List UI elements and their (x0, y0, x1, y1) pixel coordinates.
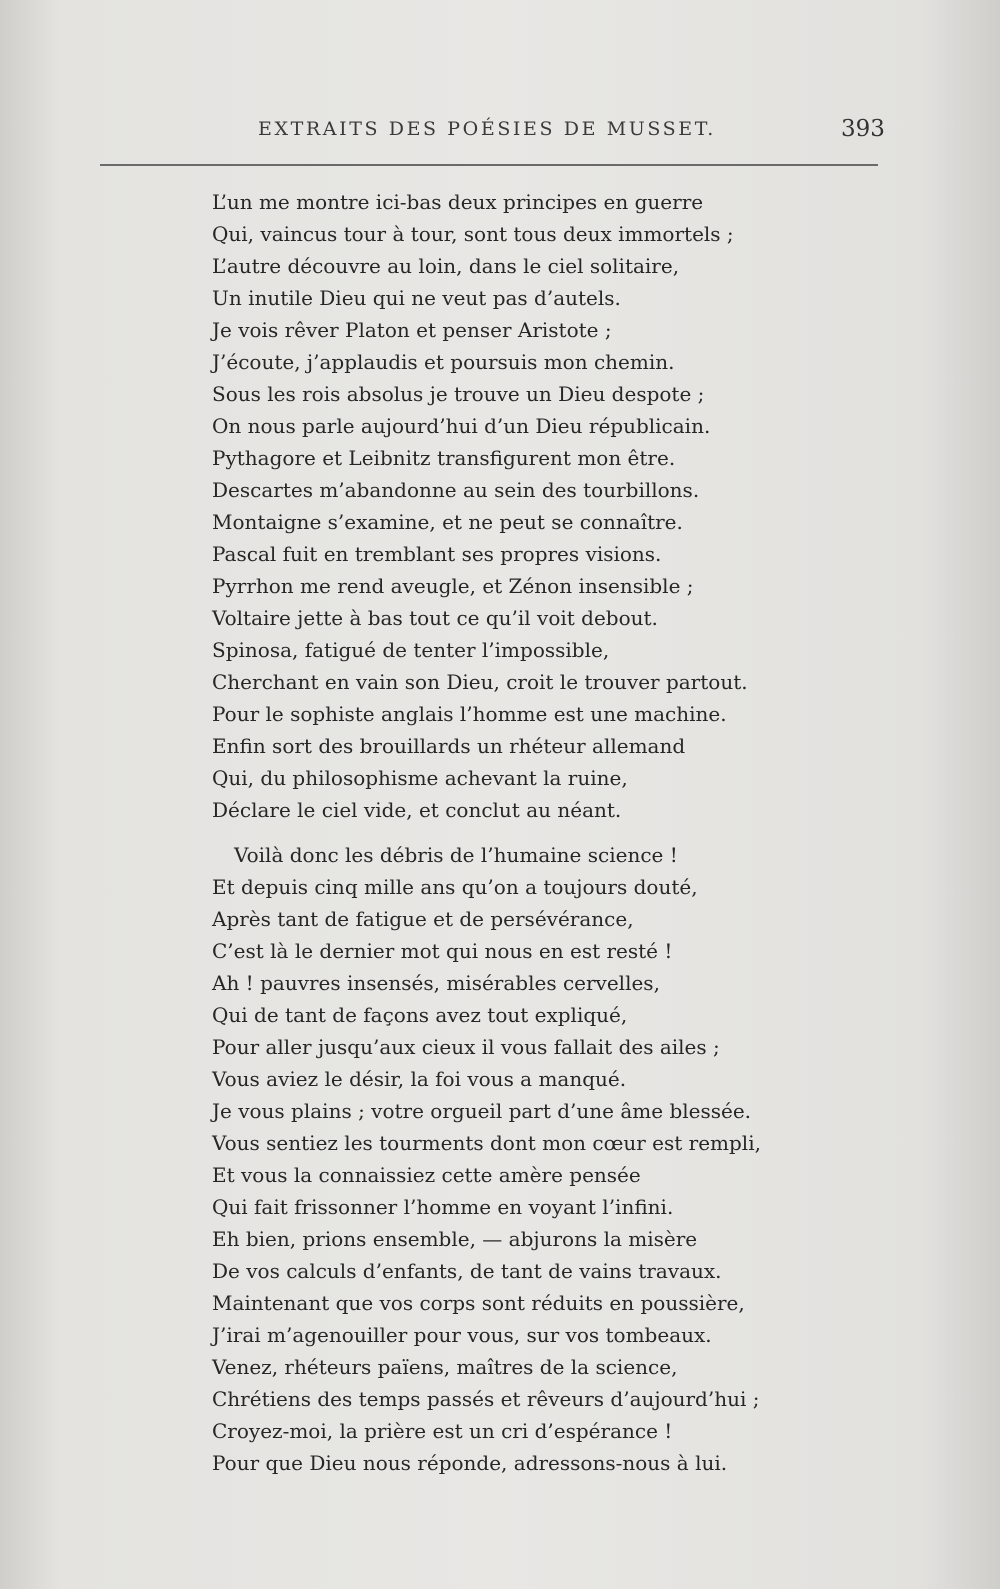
header-rule (100, 164, 878, 166)
verse-line: Montaigne s’examine, et ne peut se connaître. (212, 510, 683, 534)
verse-line: Chrétiens des temps passés et rêveurs d’aujourd’hui ; (212, 1387, 760, 1411)
verse-line: De vos calculs d’enfants, de tant de vains travaux. (212, 1259, 722, 1283)
verse-line: Ah ! pauvres insensés, misérables cervelles, (212, 971, 660, 995)
verse-line: L’un me montre ici-bas deux principes en guerre (212, 190, 704, 214)
verse-line: C’est là le dernier mot qui nous en est resté ! (212, 939, 673, 963)
verse-line: Après tant de fatigue et de persévérance, (212, 907, 634, 931)
verse-line: Eh bien, prions ensemble, — abjurons la misère (212, 1227, 698, 1251)
verse-line: Voilà donc les débris de l’humaine science ! (234, 843, 678, 867)
verse-line: Et vous la connaissiez cette amère pensée (212, 1163, 641, 1187)
verse-line: Sous les rois absolus je trouve un Dieu despote ; (212, 382, 705, 406)
verse-line: Je vous plains ; votre orgueil part d’une âme blessée. (212, 1099, 752, 1123)
verse-line: Qui, vaincus tour à tour, sont tous deux immortels ; (212, 222, 734, 246)
verse-line: Qui fait frissonner l’homme en voyant l’infini. (212, 1195, 674, 1219)
verse-line: On nous parle aujourd’hui d’un Dieu républicain. (212, 414, 711, 438)
running-title: EXTRAITS DES POÉSIES DE MUSSET. (258, 118, 716, 140)
verse-line: Descartes m’abandonne au sein des tourbillons. (212, 478, 700, 502)
verse-line: Venez, rhéteurs païens, maîtres de la science, (212, 1355, 678, 1379)
verse-line: J’écoute, j’applaudis et poursuis mon chemin. (212, 350, 675, 374)
verse-line: Qui de tant de façons avez tout expliqué, (212, 1003, 628, 1027)
verse-line: Un inutile Dieu qui ne veut pas d’autels. (212, 286, 621, 310)
verse-line: L’autre découvre au loin, dans le ciel solitaire, (212, 254, 680, 278)
verse-line: J’irai m’agenouiller pour vous, sur vos tombeaux. (212, 1323, 712, 1347)
verse-line: Croyez-moi, la prière est un cri d’espérance ! (212, 1419, 673, 1443)
verse-line: Pythagore et Leibnitz transfigurent mon être. (212, 446, 676, 470)
verse-line: Pour aller jusqu’aux cieux il vous fallait des ailes ; (212, 1035, 720, 1059)
verse-line: Maintenant que vos corps sont réduits en poussière, (212, 1291, 745, 1315)
verse-line: Pour que Dieu nous réponde, adressons-nous à lui. (212, 1451, 728, 1475)
verse-line: Pyrrhon me rend aveugle, et Zénon insensible ; (212, 574, 694, 598)
verse-line: Vous aviez le désir, la foi vous a manqué. (212, 1067, 627, 1091)
verse-line: Cherchant en vain son Dieu, croit le trouver partout. (212, 670, 748, 694)
verse-line: Pour le sophiste anglais l’homme est une machine. (212, 702, 727, 726)
verse-line: Et depuis cinq mille ans qu’on a toujours douté, (212, 875, 698, 899)
verse-line: Spinosa, fatigué de tenter l’impossible, (212, 638, 610, 662)
verse-line: Voltaire jette à bas tout ce qu’il voit debout. (212, 606, 658, 630)
verse-line: Je vois rêver Platon et penser Aristote ; (212, 318, 612, 342)
verse-line: Qui, du philosophisme achevant la ruine, (212, 766, 628, 790)
verse-line: Déclare le ciel vide, et conclut au néant. (212, 798, 622, 822)
verse-line: Enfin sort des brouillards un rhéteur allemand (212, 734, 686, 758)
verse-line: Pascal fuit en tremblant ses propres visions. (212, 542, 662, 566)
verse-line: Vous sentiez les tourments dont mon cœur est rempli, (212, 1131, 761, 1155)
page-number: 393 (841, 116, 885, 142)
